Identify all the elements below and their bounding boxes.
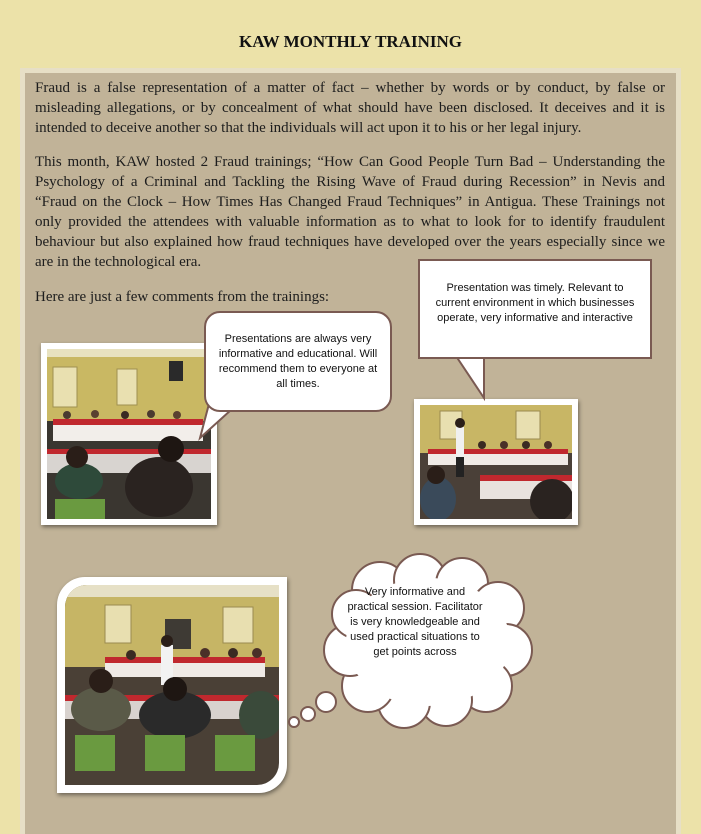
comment-callout-2: Presentation was timely. Relevant to current environment in which businesses operate, very informative and interactive	[418, 259, 652, 359]
training-photo-3	[57, 577, 287, 793]
training-room-image-1	[47, 349, 211, 519]
page-title: KAW MONTHLY TRAINING	[239, 32, 462, 51]
training-photo-1	[41, 343, 217, 525]
comment-thought-3: Very informative and practical session. Facilitator is very knowledgeable and used practical situations to get points across	[347, 586, 483, 658]
comment-callout-1: Presentations are always very informative and educational. Will recommend them to everyone at all times.	[204, 311, 392, 412]
training-room-image-2	[420, 405, 572, 519]
intro-paragraph: Fraud is a false representation of a matter of fact – whether by words or by conduct, by false or misleading allegations, or by concealment of what should have been disclosed. It deceives and it is intended to deceive another so that the individuals will act upon it to his or her legal injury.	[35, 80, 665, 136]
training-photo-2	[414, 399, 578, 525]
trainings-paragraph: This month, KAW hosted 2 Fraud trainings; “How Can Good People Turn Bad – Understanding the Psychology of a Criminal and Tackling the Rising Wave of Fraud during Recession” in Nevis and “Fraud on the Clock – How Times Has Changed Fraud Techniques” in Antigua. These Trainings not only provided the attendees with valuable information as to what to look for to identify fraudulent behaviour but also explained how fraud techniques have developed over the years especially since we are in the technological era.	[35, 154, 665, 270]
comments-intro: Here are just a few comments from the trainings:	[35, 289, 330, 305]
training-room-image-3	[65, 585, 279, 785]
callout-2-tail	[448, 356, 498, 402]
